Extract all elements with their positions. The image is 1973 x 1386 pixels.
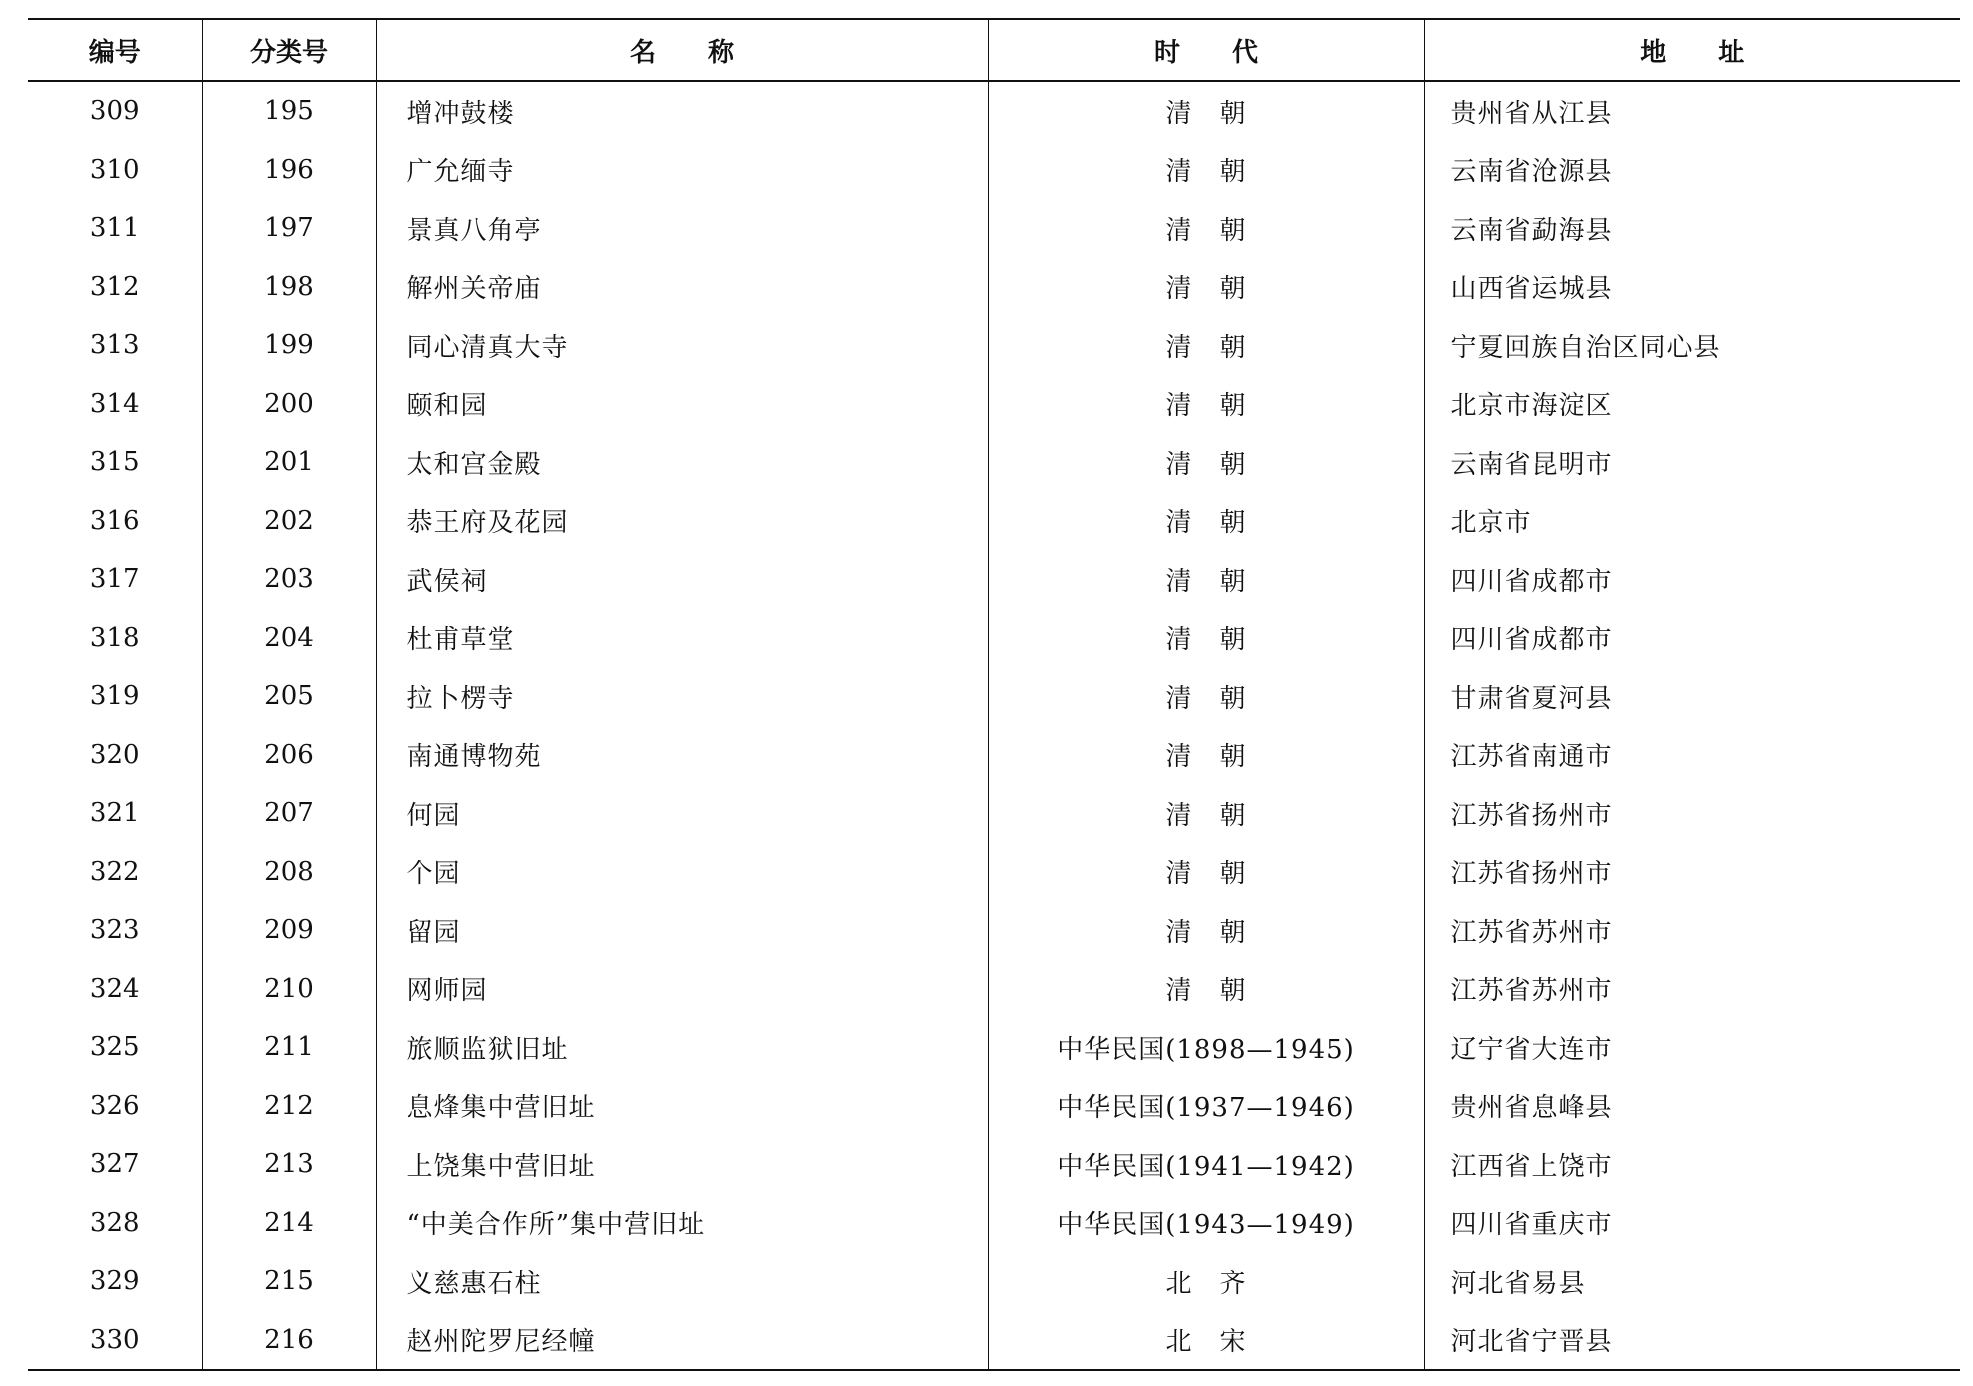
header-address: 地 址: [1424, 19, 1960, 81]
cell-address: 辽宁省大连市: [1424, 1018, 1960, 1077]
cell-name: 南通博物苑: [376, 726, 988, 785]
cell-class-number: 215: [202, 1252, 376, 1311]
cell-class-number: 203: [202, 550, 376, 609]
cell-address: 北京市海淀区: [1424, 375, 1960, 434]
table-row: [28, 433, 1960, 492]
cell-era: 清 朝: [988, 199, 1424, 258]
cell-class-number: 209: [202, 901, 376, 960]
cell-address: 四川省成都市: [1424, 609, 1960, 668]
table-header: [28, 19, 1960, 81]
cell-era: 清 朝: [988, 141, 1424, 200]
cell-era: 清 朝: [988, 609, 1424, 668]
cell-era: 清 朝: [988, 258, 1424, 317]
cell-class-number: 199: [202, 316, 376, 375]
cell-class-number: 200: [202, 375, 376, 434]
table-row: [28, 1018, 1960, 1077]
cell-number: 326: [89, 1090, 140, 1121]
cell-era: 北 齐: [988, 1252, 1424, 1311]
cell-number: 327: [89, 1149, 140, 1180]
cell-number: 313: [89, 330, 140, 361]
cell-number: 320: [89, 739, 140, 770]
cell-address: 河北省宁晋县: [1424, 1311, 1960, 1371]
cell-name: 何园: [376, 784, 988, 843]
cell-number: 310: [89, 154, 140, 185]
cell-address: 云南省沧源县: [1424, 141, 1960, 200]
table-row: [28, 1077, 1960, 1136]
table-row: [28, 199, 1960, 258]
cell-name: 留园: [376, 901, 988, 960]
cell-era: 清 朝: [988, 492, 1424, 551]
cell-era: 清 朝: [988, 843, 1424, 902]
cell-number: 316: [89, 505, 140, 536]
cell-name: 赵州陀罗尼经幢: [376, 1311, 988, 1371]
table-row: [28, 81, 1960, 141]
cell-address: 江苏省南通市: [1424, 726, 1960, 785]
table-row: [28, 901, 1960, 960]
cell-address: 云南省勐海县: [1424, 199, 1960, 258]
cell-name: 颐和园: [376, 375, 988, 434]
cell-address: 江苏省苏州市: [1424, 960, 1960, 1019]
cell-era: 清 朝: [988, 433, 1424, 492]
cell-name: 义慈惠石柱: [376, 1252, 988, 1311]
cell-class-number: 198: [202, 258, 376, 317]
cell-class-number: 206: [202, 726, 376, 785]
cell-class-number: 208: [202, 843, 376, 902]
cell-number: 314: [89, 388, 140, 419]
cell-number: 321: [89, 798, 140, 829]
cell-name: 上饶集中营旧址: [376, 1135, 988, 1194]
cell-number: 322: [89, 856, 140, 887]
cell-class-number: 213: [202, 1135, 376, 1194]
table-body: [28, 81, 1960, 1370]
table-row: [28, 1194, 1960, 1253]
cell-name: 景真八角亭: [376, 199, 988, 258]
cell-number: 329: [89, 1266, 140, 1297]
table-row: [28, 492, 1960, 551]
cell-number: 324: [89, 973, 140, 1004]
cell-class-number: 214: [202, 1194, 376, 1253]
cell-class-number: 204: [202, 609, 376, 668]
cell-class-number: 211: [202, 1018, 376, 1077]
table-row: [28, 609, 1960, 668]
table-row: [28, 141, 1960, 200]
cell-number: 330: [28, 1311, 202, 1371]
cell-era: 中华民国(1937—1946): [988, 1077, 1424, 1136]
table-row: [28, 1311, 1960, 1371]
cell-name: 恭王府及花园: [376, 492, 988, 551]
cell-address: 江苏省苏州市: [1424, 901, 1960, 960]
cell-number: 323: [89, 915, 140, 946]
cell-name: 网师园: [376, 960, 988, 1019]
cell-name: 同心清真大寺: [376, 316, 988, 375]
header-number: 编号: [28, 19, 202, 81]
cell-name: 旅顺监狱旧址: [376, 1018, 988, 1077]
cell-number: 318: [89, 622, 140, 653]
cell-address: 宁夏回族自治区同心县: [1424, 316, 1960, 375]
cell-number: 328: [89, 1207, 140, 1238]
table-row: [28, 316, 1960, 375]
cell-address: 江西省上饶市: [1424, 1135, 1960, 1194]
cell-era: 中华民国(1941—1942): [988, 1135, 1424, 1194]
cell-address: 江苏省扬州市: [1424, 843, 1960, 902]
cell-name: 增冲鼓楼: [376, 81, 988, 141]
cell-name: 拉卜楞寺: [376, 667, 988, 726]
cell-era: 清 朝: [988, 550, 1424, 609]
table-row: [28, 550, 1960, 609]
cell-name: 太和宫金殿: [376, 433, 988, 492]
table-row: [28, 1135, 1960, 1194]
header-row: [28, 19, 1960, 81]
cell-class-number: 195: [202, 81, 376, 141]
cell-name: 息烽集中营旧址: [376, 1077, 988, 1136]
cell-address: 河北省易县: [1424, 1252, 1960, 1311]
cell-class-number: 205: [202, 667, 376, 726]
cell-name: 杜甫草堂: [376, 609, 988, 668]
table-row: [28, 667, 1960, 726]
cell-name: 解州关帝庙: [376, 258, 988, 317]
cell-address: 江苏省扬州市: [1424, 784, 1960, 843]
cell-address: 云南省昆明市: [1424, 433, 1960, 492]
table-row: [28, 960, 1960, 1019]
cell-class-number: 210: [202, 960, 376, 1019]
cell-number: 319: [89, 681, 140, 712]
cell-number: 325: [89, 1032, 140, 1063]
cell-address: 四川省重庆市: [1424, 1194, 1960, 1253]
cell-number: 315: [89, 447, 140, 478]
cell-number: 309: [89, 96, 140, 127]
cell-name: 武侯祠: [376, 550, 988, 609]
cell-address: 贵州省息峰县: [1424, 1077, 1960, 1136]
cell-class-number: 216: [202, 1311, 376, 1371]
cell-era: 清 朝: [988, 81, 1424, 141]
cell-address: 北京市: [1424, 492, 1960, 551]
cell-address: 山西省运城县: [1424, 258, 1960, 317]
cell-era: 中华民国(1898—1945): [988, 1018, 1424, 1077]
table-row: [28, 784, 1960, 843]
cell-number: 317: [89, 564, 140, 595]
cell-address: 甘肃省夏河县: [1424, 667, 1960, 726]
cell-era: 清 朝: [988, 726, 1424, 785]
header-class-number: 分类号: [202, 19, 376, 81]
header-era: 时 代: [988, 19, 1424, 81]
header-name: 名 称: [376, 19, 988, 81]
cell-era: 中华民国(1943—1949): [988, 1194, 1424, 1253]
cell-name: 个园: [376, 843, 988, 902]
cell-era: 清 朝: [988, 784, 1424, 843]
cell-number: 312: [89, 271, 140, 302]
cell-name: “中美合作所”集中营旧址: [376, 1194, 988, 1253]
cell-class-number: 207: [202, 784, 376, 843]
cell-class-number: 201: [202, 433, 376, 492]
table-row: [28, 258, 1960, 317]
cell-era: 北 宋: [988, 1311, 1424, 1371]
table-row: [28, 726, 1960, 785]
cell-name: 广允缅寺: [376, 141, 988, 200]
cell-class-number: 202: [202, 492, 376, 551]
cell-class-number: 196: [202, 141, 376, 200]
cell-era: 清 朝: [988, 316, 1424, 375]
cell-class-number: 197: [202, 199, 376, 258]
cell-era: 清 朝: [988, 667, 1424, 726]
cell-era: 清 朝: [988, 375, 1424, 434]
table-row: [28, 375, 1960, 434]
table-row: [28, 1252, 1960, 1311]
cell-class-number: 212: [202, 1077, 376, 1136]
cell-address: 四川省成都市: [1424, 550, 1960, 609]
cell-address: 贵州省从江县: [1424, 81, 1960, 141]
cell-era: 清 朝: [988, 901, 1424, 960]
cell-number: 311: [89, 213, 140, 244]
table-row: [28, 843, 1960, 902]
cell-era: 清 朝: [988, 960, 1424, 1019]
heritage-site-table: [28, 18, 1960, 1371]
